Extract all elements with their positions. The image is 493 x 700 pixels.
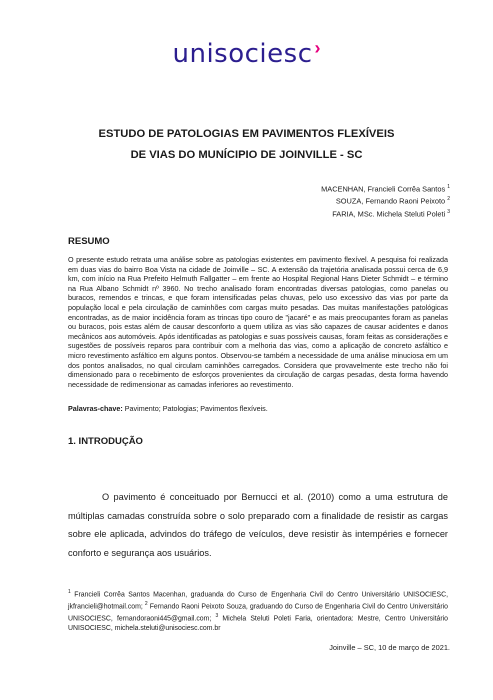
footnote-text: Michela Steluti Poleti Faria, orientadora: Mestre, Centro Universitário UNISOCIESC, michela.steluti@unisociesc.com.br xyxy=(68,615,449,632)
footnote-marker: 3 xyxy=(215,612,219,619)
introduction-paragraph: O pavimento é conceituado por Bernucci et al. (2010) como a uma estrutura de múltiplas camadas construída sobre o solo preparado com a finalidade de resistir as cargas sobre ele aplicada, advindos do tráfego de veículos, deve resistir às intempéries e fornecer conforto e segurança aos usuários. xyxy=(68,492,448,558)
author-entry xyxy=(321,194,450,206)
keywords-label: Palavras-chave: xyxy=(68,404,123,413)
dateline: Joinville – SC, 10 de março de 2021. xyxy=(329,643,450,652)
author-name: FARIA, MSc. Michela Steluti Poleti xyxy=(332,209,446,219)
abstract-text: O presente estudo retrata uma análise sobre as patologias existentes em pavimento flexível. A pesquisa foi realizada em duas vias do bairro Boa Vista na cidade de Joinville – SC. A extensão da trajetória analisada possui cerca de 6,9 km, com início na Rua Prefeito Helmuth Fallgatter – em frente ao Hospital Regional Hans Dieter Schmidt – e término na Rua Albano Schmidt nº 3960. No trecho analisado foram encontradas diversas patologias, como panelas ou buracos, remendos e trincas, e que foram intensificadas pelas chuvas, pelo uso excessivo das vias por parte da população local e pela circulação de caminhões com cargas muito pesadas. Das muitas manifestações patológicas encontradas, as de maior incidência foram as trincas tipo couro de "jacaré" e as mais preocupantes foram as panelas ou buracos, pois estas além de causar desconforto a quem utiliza as vias são capazes de causar acidentes e danos mecânicos aos automóveis. Após identificadas as patologias e suas possíveis causas, foram feitas as considerações e sugestões de possíveis reparos para contribuir com a melhoria das vias, como a aplicação de concreto asfáltico e micro revestimento asfáltico em alguns pontos. Observou-se também a necessidade de uma análise minuciosa em um dos pontos analisados, no qual circulam caminhões carregados. Considera que provavelmente este trecho não foi dimensionado para o recebimento de esforços provenientes da circulação de cargas pesadas, desta forma havendo necessidade de redimensionar as camadas inferiores ao revestimento. xyxy=(68,255,448,389)
author-entry xyxy=(321,182,450,194)
author-name: SOUZA, Fernando Raoni Peixoto xyxy=(335,196,446,206)
logo-text: unisociesc xyxy=(172,39,313,69)
paper-title-line-2: DE VIAS DO MUNÍCIPIO DE JOINVILLE - SC xyxy=(130,149,363,161)
footnote-text: Fernando Raoni Peixoto Souza, graduando do Curso de Engenharia Civil do Centro Universitário UNISOCIESC, fernandoraoni445@gmail.com; xyxy=(68,603,448,623)
paper-title-line-1: ESTUDO DE PATOLOGIAS EM PAVIMENTOS FLEXÍVEIS xyxy=(98,128,395,140)
author-name: MACENHAN, Francieli Corrêa Santos xyxy=(321,184,446,194)
author-entry xyxy=(321,207,450,219)
logo-chevron-icon: › xyxy=(314,38,321,58)
section-heading-introduction: 1. INTRODUÇÃO xyxy=(68,436,143,447)
author-footnote-marker: 1 xyxy=(447,184,450,190)
author-footnote-marker: 2 xyxy=(447,196,450,203)
author-footnote-marker: 3 xyxy=(447,208,450,215)
unisociesc-logo xyxy=(0,38,493,69)
author-list xyxy=(321,182,450,219)
footnote-marker: 1 xyxy=(68,589,71,595)
footnote-text: Francieli Corrêa Santos Macenhan, graduanda do Curso de Engenharia Civil do Centro Universitário UNISOCIESC, jkfrancieli@hotmail.com; xyxy=(68,591,448,611)
keywords-text: Pavimento; Patologias; Pavimentos flexíveis. xyxy=(124,404,268,413)
paper-title xyxy=(60,124,433,166)
keywords-line xyxy=(68,404,448,413)
footnote-marker: 2 xyxy=(144,600,148,607)
abstract-heading: RESUMO xyxy=(68,236,110,247)
footnotes xyxy=(68,588,448,633)
